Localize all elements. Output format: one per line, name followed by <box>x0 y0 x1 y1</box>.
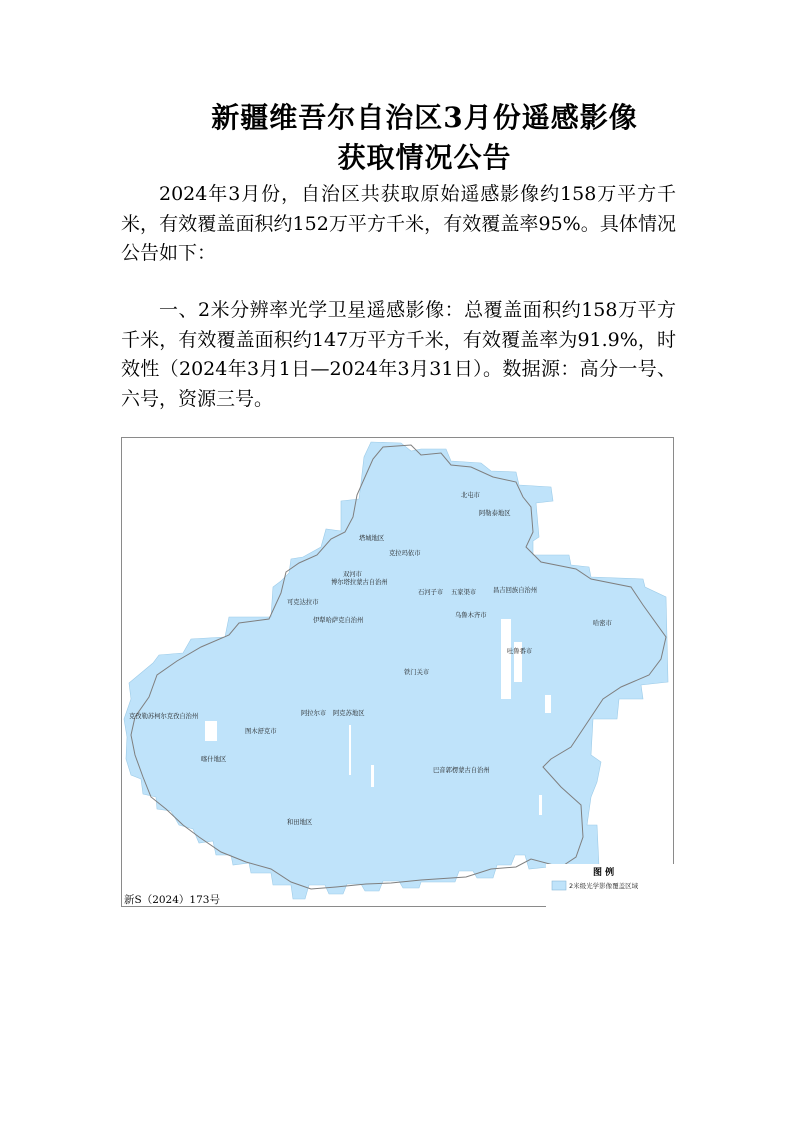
gap-line-3 <box>539 795 542 815</box>
label-altay: 阿勒泰地区 <box>479 510 511 517</box>
label-bayingolin: 巴音郭楞蒙古自治州 <box>433 767 490 774</box>
coverage-map <box>121 437 674 907</box>
label-hami: 哈密市 <box>593 620 612 627</box>
paragraph-summary: 2024年3月份，自治区共获取原始遥感影像约158万平方千米，有效覆盖面积约152万平方千米，有效覆盖率95%。具体情况公告如下： <box>121 183 676 264</box>
label-turpan: 吐鲁番市 <box>507 648 533 655</box>
label-karamay: 克拉玛依市 <box>389 550 421 557</box>
paragraph-2m-imagery: 一、2米分辨率光学卫星遥感影像：总覆盖面积约158万平方千米，有效覆盖面积约147万平方千米，有效覆盖率为91.9%，时效性（2024年3月1日—2024年3月31日）。数据源：高分一号、六号，资源三号。 <box>121 299 676 410</box>
label-tumxuk: 图木舒克市 <box>245 728 277 735</box>
legend-title: 图 例 <box>593 868 615 878</box>
gap-strip-1 <box>501 619 511 699</box>
legend-swatch <box>552 881 566 890</box>
label-khorgas: 可克达拉市 <box>287 599 319 606</box>
label-tiemenguan: 铁门关市 <box>404 669 430 676</box>
label-alar: 阿拉尔市 <box>301 710 327 717</box>
gap-block-2 <box>545 695 551 713</box>
gap-line-2 <box>371 765 374 787</box>
label-shuanghe: 双河市 <box>343 571 362 578</box>
label-bortala: 博尔塔拉蒙古自治州 <box>331 579 388 586</box>
label-changji: 昌吉回族自治州 <box>493 587 538 594</box>
gap-block-1 <box>205 721 217 741</box>
page-title-line1: 新疆维吾尔自治区3月份遥感影像 <box>211 101 638 134</box>
label-tacheng: 塔城地区 <box>359 535 385 542</box>
label-shihezi: 石河子市 <box>418 589 444 596</box>
label-wujiaqu: 五家渠市 <box>451 589 477 596</box>
label-beitun: 北屯市 <box>461 492 480 499</box>
label-urumqi: 乌鲁木齐市 <box>455 612 487 619</box>
label-ili: 伊犁哈萨克自治州 <box>313 617 364 624</box>
label-aksu: 阿克苏地区 <box>333 710 365 717</box>
map-review-number: 新S（2024）173号 <box>124 894 220 906</box>
page-title-line2: 获取情况公告 <box>337 141 512 174</box>
label-hotan: 和田地区 <box>287 819 313 826</box>
label-kizilsu: 克孜勒苏柯尔克孜自治州 <box>129 713 199 720</box>
gap-line-1 <box>349 725 351 775</box>
map-legend <box>546 864 674 907</box>
label-kashgar: 喀什地区 <box>201 756 227 763</box>
legend-item-label: 2米级光学影像覆盖区域 <box>569 882 639 890</box>
